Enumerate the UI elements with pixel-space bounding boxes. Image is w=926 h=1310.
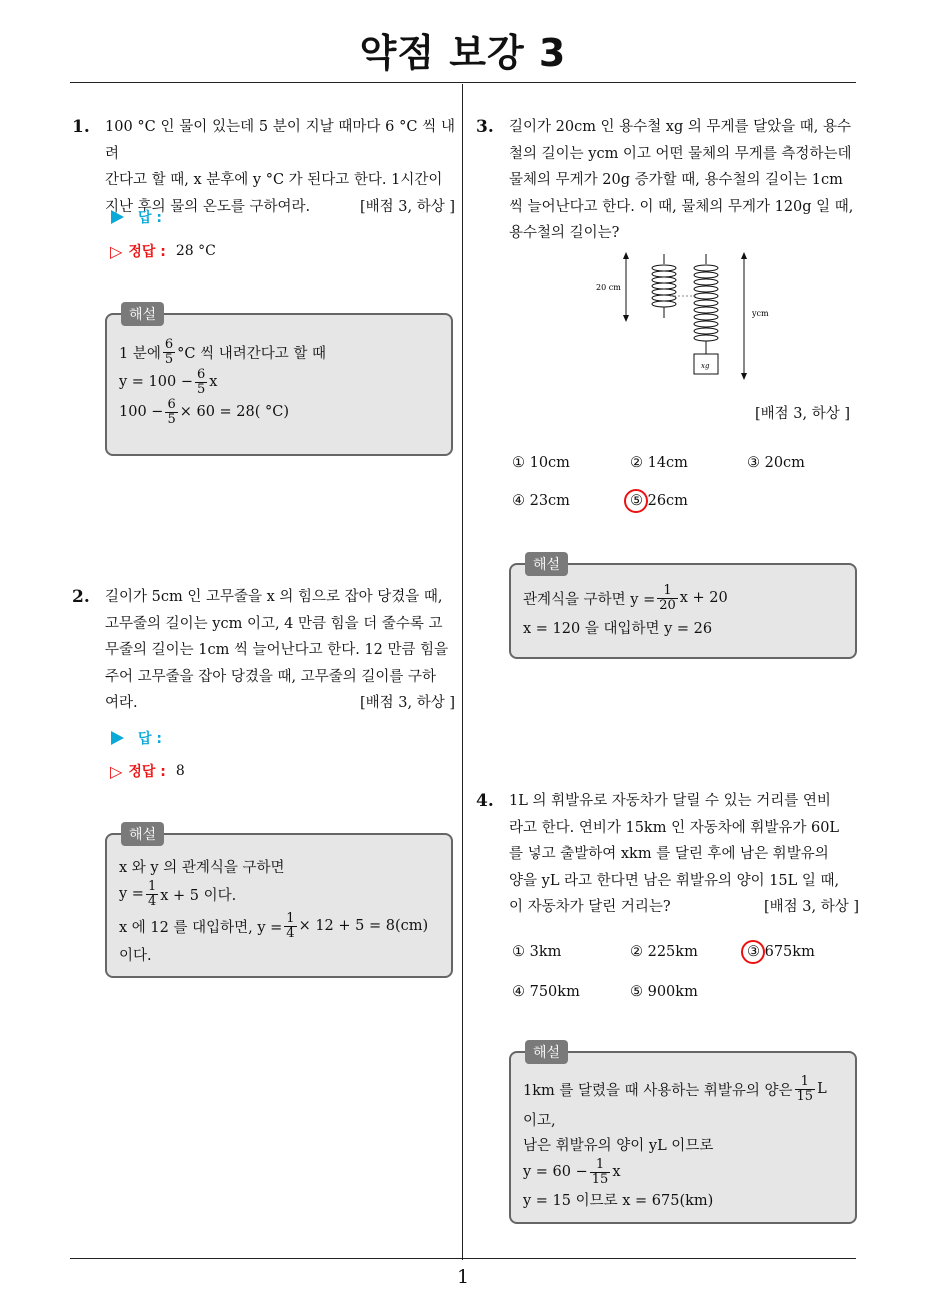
question-4-text bbox=[509, 788, 859, 921]
solution-line: 1 분에 $\frac{6}{5}$ °C 씩 내려간다고 할 때 bbox=[119, 336, 326, 367]
choice-option[interactable]: ③ 675km bbox=[747, 944, 815, 960]
question-line: 1L 의 휘발유로 자동차가 달릴 수 있는 거리를 연비 bbox=[509, 793, 831, 809]
question-1-solution bbox=[105, 307, 453, 456]
solution-tag: 해설 bbox=[121, 302, 164, 326]
stretched-length-label: ycm bbox=[752, 309, 769, 318]
question-line: 주어 고무줄을 잡아 당겼을 때, 고무줄의 길이를 구하 bbox=[105, 668, 437, 685]
score-meta: [배점 3, 하상 ] bbox=[359, 695, 455, 711]
question-1-answer bbox=[111, 207, 162, 227]
answer-label: 답 : bbox=[138, 210, 162, 226]
fraction: $\frac{1}{15}$ bbox=[796, 1073, 814, 1104]
question-3-number: 3. bbox=[476, 117, 494, 137]
answer-circle-mark bbox=[741, 940, 765, 964]
question-1-number: 1. bbox=[72, 117, 90, 137]
choice-option[interactable]: ⑤ 26cm bbox=[630, 493, 688, 509]
question-line: 를 넣고 출발하여 xkm 를 달린 후에 남은 휘발유의 bbox=[509, 846, 829, 862]
top-divider bbox=[70, 82, 856, 83]
choice-option[interactable]: ② 225km bbox=[630, 944, 698, 960]
question-3-text bbox=[509, 114, 859, 247]
solution-line: 100 − $\frac{6}{5}$ × 60 = 28( °C) bbox=[119, 396, 290, 427]
solution-line: x = 120 을 대입하면 y = 26 bbox=[523, 620, 713, 637]
fraction: $\frac{6}{5}$ bbox=[164, 336, 174, 367]
fraction: $\frac{6}{5}$ bbox=[197, 366, 206, 397]
fraction: $\frac{1}{4}$ bbox=[286, 910, 295, 941]
question-line: 라고 한다. 연비가 15km 인 자동차에 휘발유가 60L bbox=[509, 819, 840, 836]
solution-line: y = 60 − $\frac{1}{15}$ x bbox=[523, 1156, 621, 1187]
page-title: 약점 보강 3 bbox=[359, 31, 567, 75]
play-triangle-icon bbox=[111, 210, 124, 224]
fraction: $\frac{1}{20}$ bbox=[659, 582, 676, 613]
hollow-triangle-icon: ▷ bbox=[110, 241, 123, 261]
choice-option[interactable]: ① 3km bbox=[512, 944, 562, 960]
hollow-triangle-icon: ▷ bbox=[110, 761, 123, 781]
question-1-correct bbox=[110, 241, 216, 261]
question-2-answer bbox=[111, 728, 162, 748]
question-1-text bbox=[105, 114, 455, 220]
play-triangle-icon bbox=[111, 731, 124, 745]
choice-option[interactable]: ① 10cm bbox=[512, 455, 570, 471]
solution-line: y = 15 이므로 x = 675(km) bbox=[523, 1192, 714, 1209]
solution-line: x 와 y 의 관계식을 구하면 bbox=[119, 859, 285, 876]
question-2-solution bbox=[105, 827, 453, 978]
solution-tag: 해설 bbox=[525, 552, 568, 576]
solution-tag: 해설 bbox=[121, 822, 164, 846]
choice-option[interactable]: ② 14cm bbox=[630, 455, 688, 471]
fraction: $\frac{1}{4}$ bbox=[147, 878, 157, 909]
question-line: 길이가 5cm 인 고무줄을 x 의 힘으로 잡아 당겼을 때, bbox=[105, 589, 443, 605]
correct-value: 28 °C bbox=[175, 243, 216, 259]
score-meta: [배점 3, 하상 ] bbox=[763, 899, 859, 915]
question-line: 여라. bbox=[105, 695, 138, 711]
solution-tag: 해설 bbox=[525, 1040, 568, 1064]
question-2-text bbox=[105, 584, 455, 717]
question-4-number: 4. bbox=[476, 791, 494, 811]
question-3-solution bbox=[509, 557, 857, 659]
answer-circle-mark bbox=[624, 489, 648, 513]
question-line: 100 °C 인 물이 있는데 5 분이 지날 때마다 6 °C 씩 내려 bbox=[105, 119, 455, 162]
answer-label: 답 : bbox=[138, 731, 162, 747]
question-2-number: 2. bbox=[72, 587, 90, 607]
weight-label: xg bbox=[701, 362, 710, 370]
question-line: 이 자동차가 달린 거리는? bbox=[509, 899, 671, 915]
page-number: 1 bbox=[456, 1266, 470, 1288]
question-line: 지난 후의 물의 온도를 구하여라. bbox=[105, 198, 311, 215]
fraction: $\frac{1}{15}$ bbox=[591, 1156, 609, 1187]
column-divider bbox=[462, 84, 463, 1260]
fraction: $\frac{6}{5}$ bbox=[167, 396, 176, 427]
question-line: 고무줄의 길이는 ycm 이고, 4 만큼 힘을 더 줄수록 고 bbox=[105, 615, 443, 632]
correct-label: 정답 : bbox=[128, 244, 166, 260]
score-meta: [배점 3, 하상 ] bbox=[359, 198, 455, 215]
spring-length-label: 20 cm bbox=[596, 283, 621, 292]
question-line: 무줄의 길이는 1cm 씩 늘어난다고 한다. 12 만큼 힘을 bbox=[105, 642, 449, 658]
correct-value: 8 bbox=[175, 763, 185, 779]
question-line: 물체의 무게가 20g 증가할 때, 용수철의 길이는 1cm bbox=[509, 172, 843, 188]
bottom-divider bbox=[70, 1258, 856, 1259]
question-line: 용수철의 길이는? bbox=[509, 225, 620, 241]
question-2-correct bbox=[110, 761, 185, 781]
solution-line: 이다. bbox=[119, 947, 152, 964]
question-line: 간다고 할 때, x 분후에 y °C 가 된다고 한다. 1시간이 bbox=[105, 172, 443, 188]
choice-option[interactable]: ④ 23cm bbox=[512, 493, 570, 509]
question-4-solution bbox=[509, 1045, 857, 1224]
solution-line: y = $\frac{1}{4}$ x + 5 이다. bbox=[119, 878, 237, 909]
solution-line: 이고, bbox=[523, 1112, 556, 1129]
choice-option[interactable]: ⑤ 900km bbox=[630, 984, 698, 1000]
solution-line: y = 100 − $\frac{6}{5}$ x bbox=[119, 366, 218, 397]
solution-line: 1km 를 달렸을 때 사용하는 휘발유의 양은 $\frac{1}{15}$ L bbox=[523, 1073, 827, 1104]
choice-option[interactable]: ③ 20cm bbox=[747, 455, 805, 471]
question-line: 철의 길이는 ycm 이고 어떤 물체의 무게를 측정하는데 bbox=[509, 145, 852, 162]
question-line: 길이가 20cm 인 용수철 xg 의 무게를 달았을 때, 용수 bbox=[509, 119, 851, 135]
solution-line: 관계식을 구하면 y = $\frac{1}{20}$ x + 20 bbox=[523, 582, 728, 613]
question-line: 양을 yL 라고 한다면 남은 휘발유의 양이 15L 일 때, bbox=[509, 872, 840, 889]
solution-line: 남은 휘발유의 양이 yL 이므로 bbox=[523, 1137, 714, 1154]
question-line: 씩 늘어난다고 한다. 이 때, 물체의 무게가 120g 일 때, bbox=[509, 198, 854, 215]
solution-line: x 에 12 를 대입하면, y = $\frac{1}{4}$ × 12 + 5 = 8(cm) bbox=[119, 910, 429, 941]
score-meta: [배점 3, 하상 ] bbox=[755, 406, 851, 422]
choice-option[interactable]: ④ 750km bbox=[512, 984, 580, 1000]
correct-label: 정답 : bbox=[128, 764, 166, 780]
spring-diagram bbox=[590, 248, 790, 388]
